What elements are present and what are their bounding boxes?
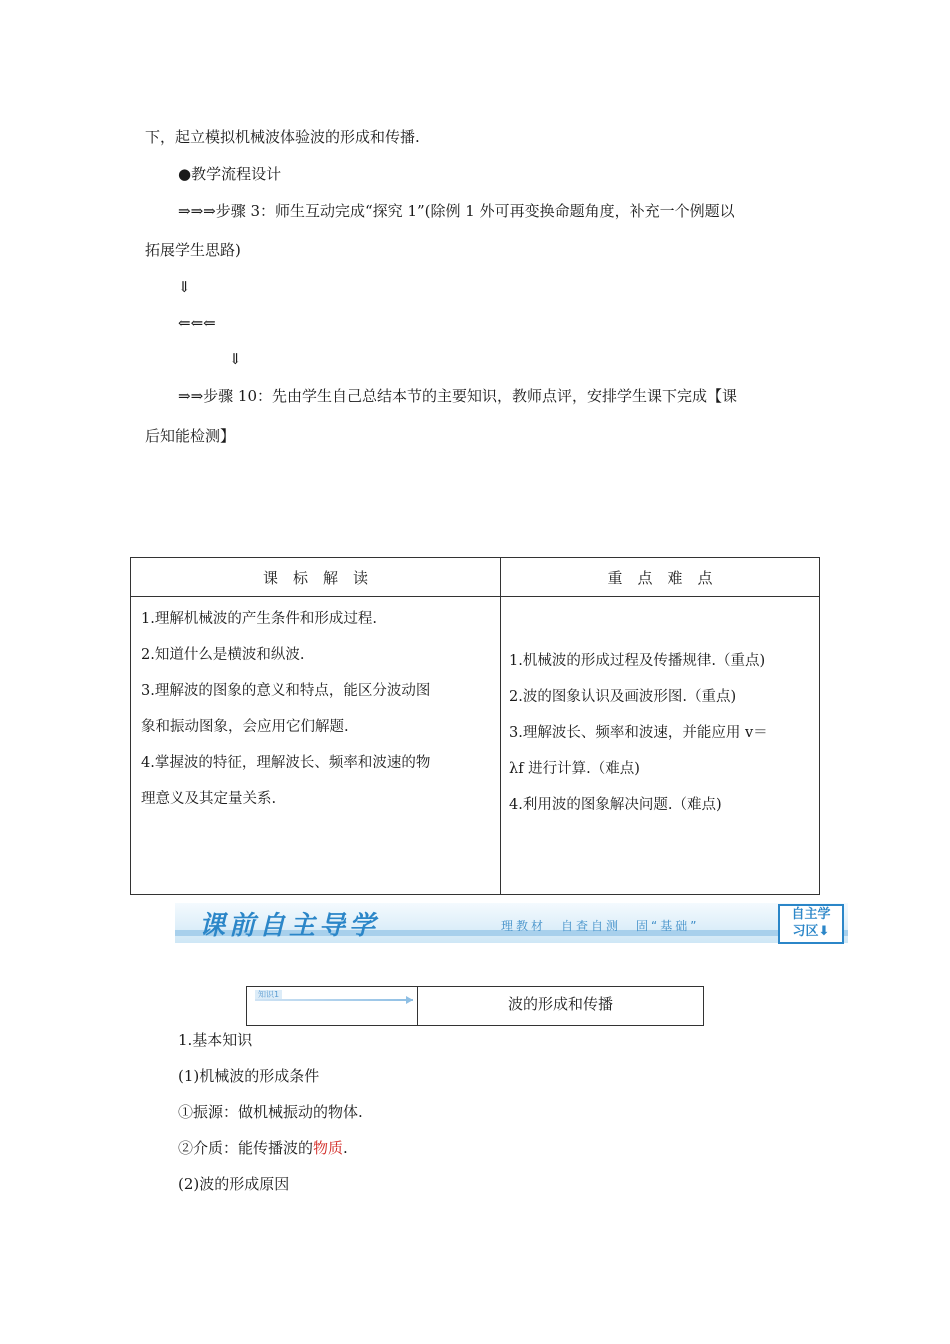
medium-line bbox=[178, 1138, 348, 1158]
flow-title: ●教学流程设计 bbox=[178, 165, 282, 183]
col1-header: 课 标 解 读 bbox=[131, 558, 501, 597]
section-banner bbox=[175, 903, 848, 943]
standards-table bbox=[130, 557, 820, 895]
step10-line-cont: 后知能检测】 bbox=[145, 427, 236, 445]
standard-item: 4.掌握波的特征，理解波长、频率和波速的物 bbox=[141, 755, 431, 771]
step10-line: ⇒⇒步骤 10：先由学生自己总结本节的主要知识，教师点评，安排学生课下完成【课 bbox=[178, 387, 737, 405]
medium-prefix: ②介质：能传播波的 bbox=[178, 1139, 314, 1157]
self-study-badge bbox=[778, 904, 844, 944]
key-point-item: 1.机械波的形成过程及传播规律.（重点) bbox=[509, 653, 766, 669]
knowledge-tag-title: 波的形成和传播 bbox=[418, 987, 704, 1026]
knowledge-tag-label: 知识1 bbox=[255, 990, 282, 1000]
key-point-item: 4.利用波的图象解决问题.（难点) bbox=[509, 797, 722, 813]
standard-item: 象和振动图象，会应用它们解题. bbox=[141, 719, 349, 735]
knowledge-tag-marker bbox=[247, 987, 418, 1026]
intro-line: 下，起立模拟机械波体验波的形成和传播. bbox=[145, 128, 420, 146]
arrow-head-icon bbox=[406, 996, 413, 1004]
banner-title: 课前自主导学 bbox=[199, 911, 380, 941]
key-points-cell bbox=[501, 597, 820, 895]
standard-item: 理意义及其定量关系. bbox=[141, 791, 277, 807]
badge-line-1: 自主学 bbox=[791, 907, 831, 922]
standard-item: 2.知道什么是横波和纵波. bbox=[141, 647, 305, 663]
medium-answer: 物质 bbox=[313, 1139, 344, 1157]
formation-cause-heading: (2)波的形成原因 bbox=[178, 1175, 290, 1193]
key-point-item: 2.波的图象认识及画波形图.（重点) bbox=[509, 689, 737, 705]
badge-line-2: 习区⬇ bbox=[792, 924, 830, 939]
arrow-line-icon bbox=[255, 999, 413, 1001]
vibration-source-line: ①振源：做机械振动的物体. bbox=[178, 1103, 363, 1121]
key-point-item: λf 进行计算.（难点) bbox=[509, 761, 640, 777]
left-arrows: ⇐⇐⇐ bbox=[178, 314, 216, 332]
banner-subtitle: 理教材 自查自测 固“基础” bbox=[501, 919, 700, 933]
key-point-item: 3.理解波长、频率和波速，并能应用 v＝ bbox=[509, 725, 768, 741]
knowledge-tag bbox=[246, 986, 704, 1026]
step3-line-cont: 拓展学生思路) bbox=[145, 241, 241, 259]
down-arrow: ⇓ bbox=[178, 278, 191, 296]
medium-suffix: . bbox=[343, 1139, 348, 1157]
formation-conditions-heading: (1)机械波的形成条件 bbox=[178, 1067, 320, 1085]
basic-knowledge-heading: 1.基本知识 bbox=[178, 1031, 253, 1049]
standard-item: 1.理解机械波的产生条件和形成过程. bbox=[141, 611, 377, 627]
col2-header: 重 点 难 点 bbox=[501, 558, 820, 597]
standard-item: 3.理解波的图象的意义和特点，能区分波动图 bbox=[141, 683, 431, 699]
standards-cell bbox=[131, 597, 501, 895]
down-arrow-2: ⇓ bbox=[229, 350, 242, 368]
step3-line: ⇒⇒⇒步骤 3：师生互动完成“探究 1”(除例 1 外可再变换命题角度，补充一个例题以 bbox=[178, 202, 735, 220]
